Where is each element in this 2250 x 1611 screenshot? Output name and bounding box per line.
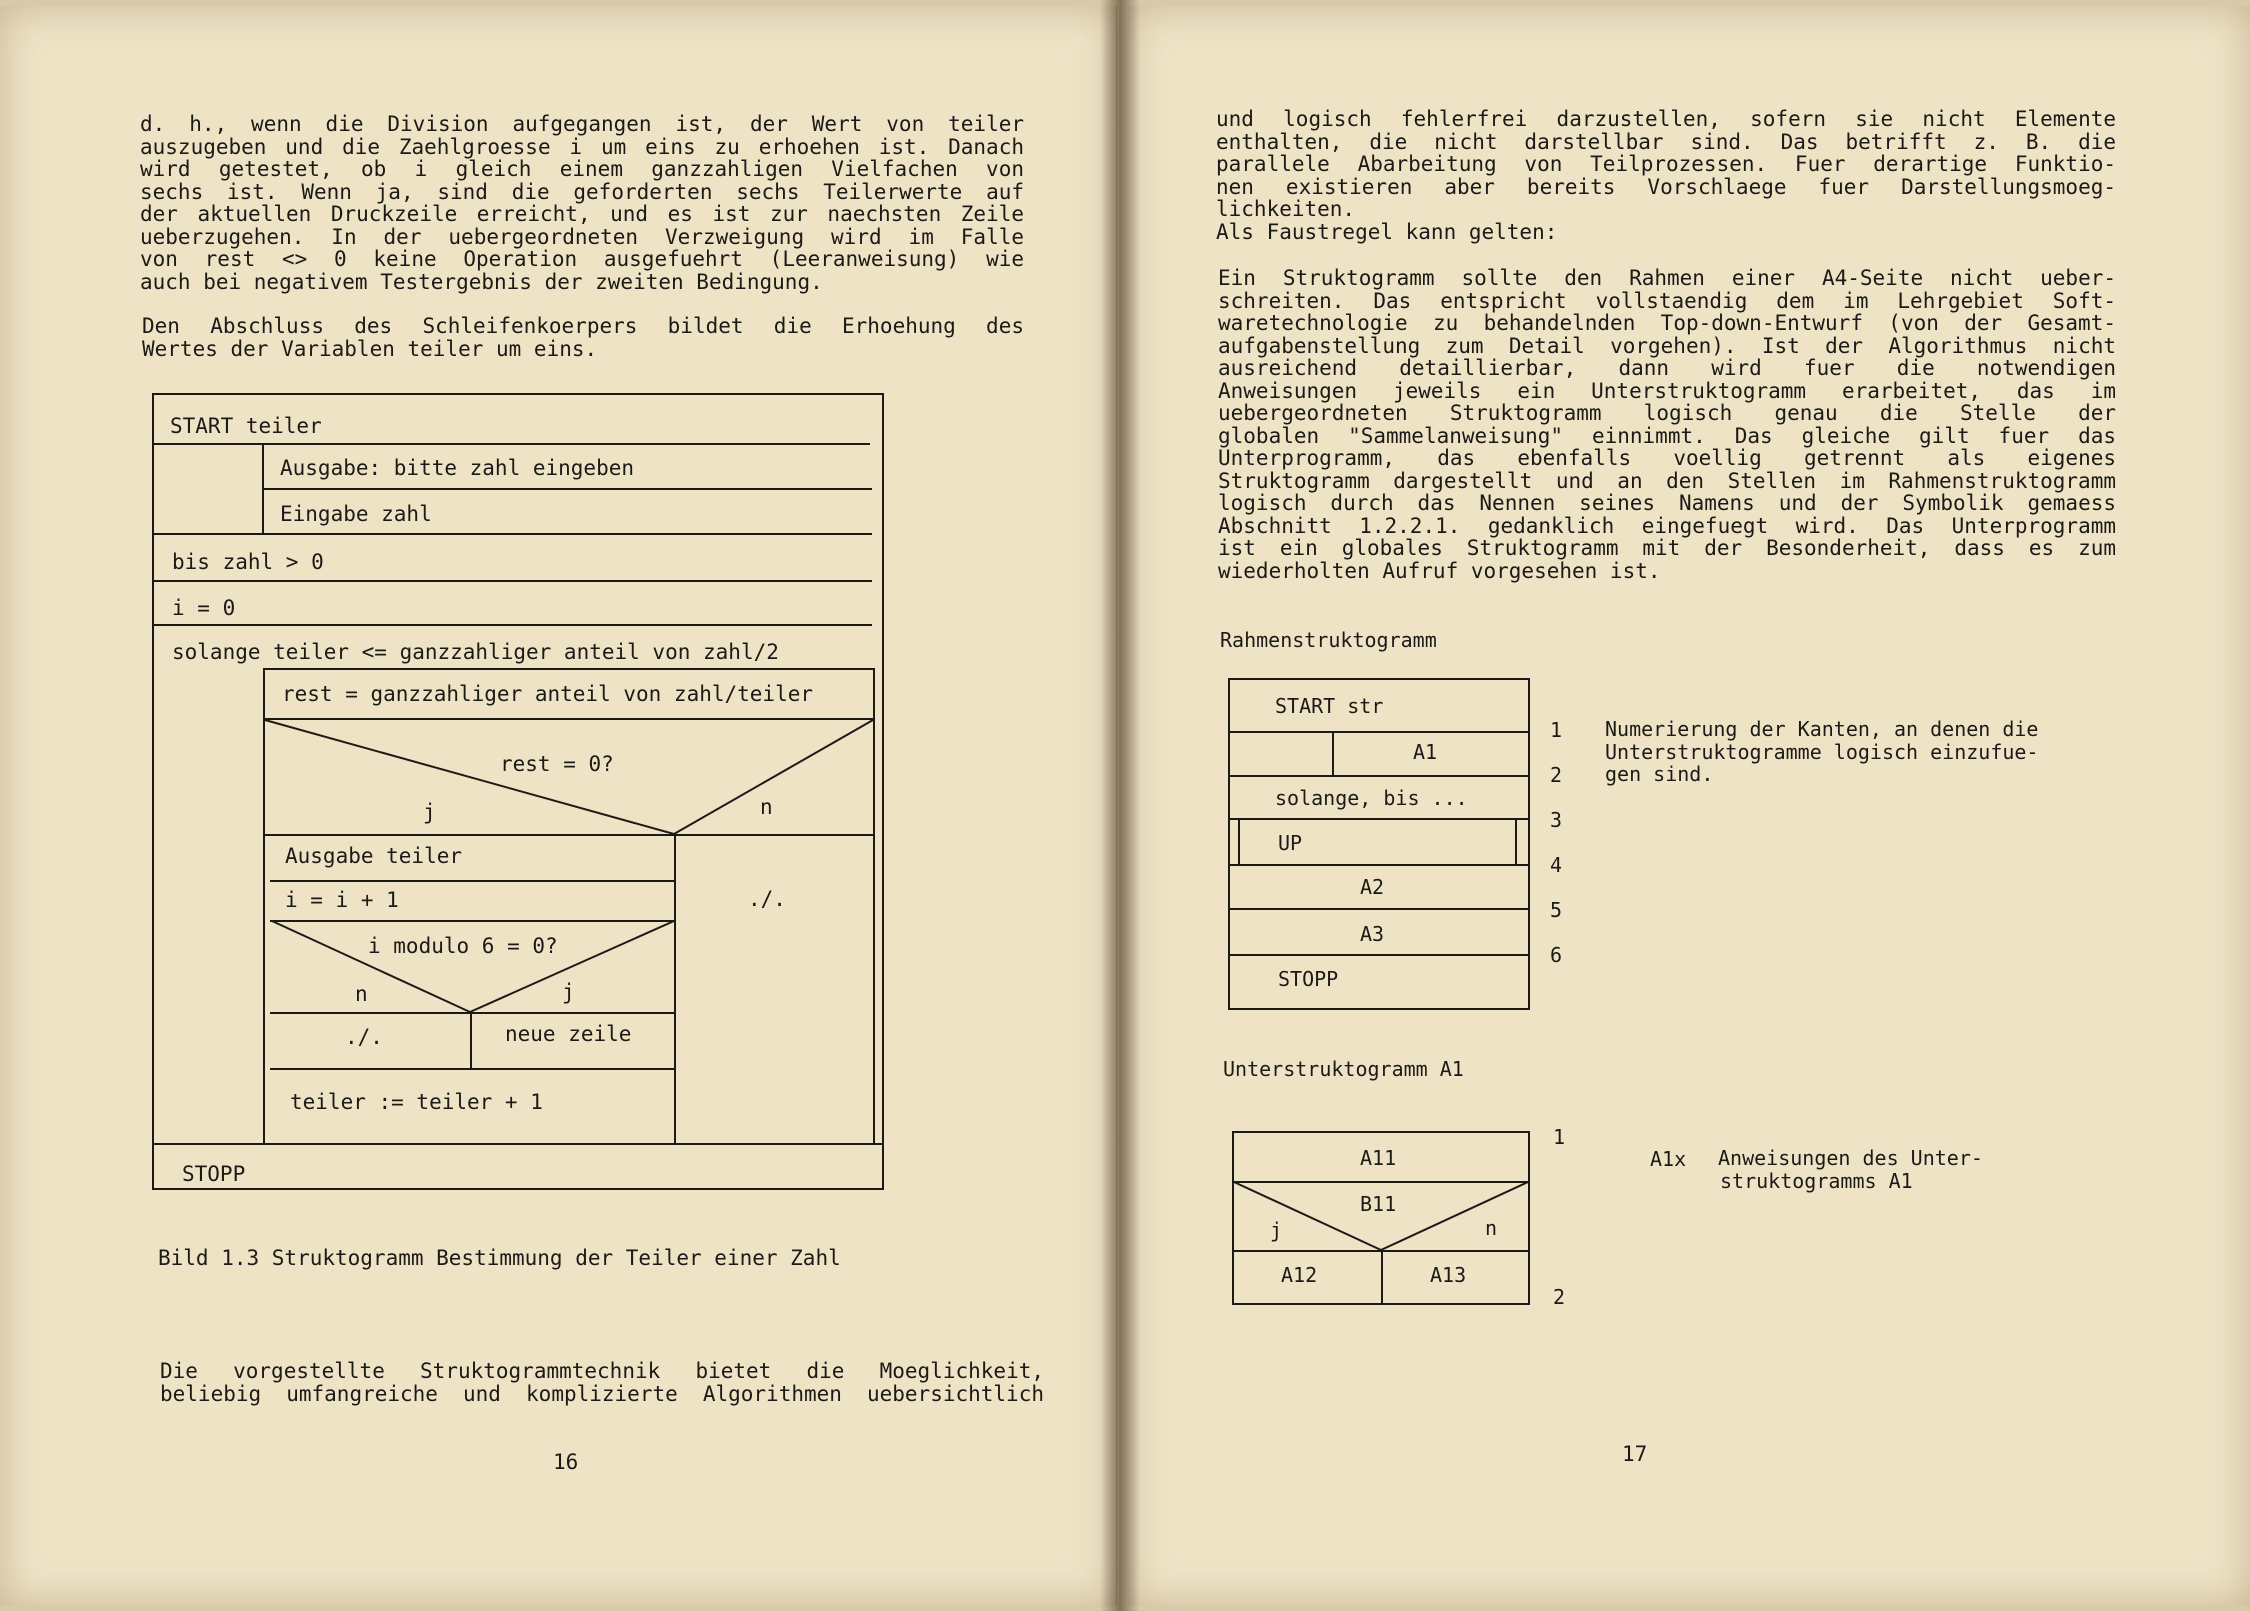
a13-block: A13 xyxy=(1430,1263,1467,1287)
text-line: wird getestet, ob i gleich einem ganzzahligen Vielfachen von xyxy=(140,157,1024,181)
edge-number: 5 xyxy=(1550,898,1563,922)
condition-modulo: i modulo 6 = 0? xyxy=(368,934,558,958)
i-init-block: i = 0 xyxy=(172,596,236,620)
edge-number: 2 xyxy=(1553,1285,1566,1309)
solange-loop: solange, bis ... xyxy=(1275,786,1468,810)
text-line: ueberzugehen. In der uebergeordneten Verzweigung wird im Falle xyxy=(140,224,1024,249)
text-line: Unterprogramm, das ebenfalls voellig getrennt als eigenes xyxy=(1218,446,2116,470)
text-line: schreiten. Das entspricht vollstaendig dem im Lehrgebiet Soft- xyxy=(1218,288,2116,313)
text-line: Ein Struktogramm sollte den Rahmen einer A4-Seite nicht ueber- xyxy=(1218,266,2116,290)
teiler-increment-block: teiler := teiler + 1 xyxy=(290,1090,543,1114)
text-line: Unterstruktogramme logisch einzufue- xyxy=(1605,739,2039,764)
rahmen-title: Rahmenstruktogramm xyxy=(1220,628,1437,652)
start-block: START str xyxy=(1275,694,1384,718)
a1-block: A1 xyxy=(1413,740,1438,764)
branch-yes-label: j xyxy=(1270,1218,1283,1242)
text-line: gen sind. xyxy=(1605,762,1714,786)
a3-block: A3 xyxy=(1360,922,1385,946)
bis-condition: bis zahl > 0 xyxy=(172,550,324,574)
text-line: ausreichend detaillierbar, dann wird fuer die notwendigen xyxy=(1218,356,2116,380)
start-block: START teiler xyxy=(170,414,322,438)
text-line: struktogramms A1 xyxy=(1720,1168,1913,1193)
empty-operation-2: ./. xyxy=(345,1025,383,1049)
note-text xyxy=(1718,1147,1983,1192)
up-block: UP xyxy=(1278,831,1303,855)
text-line: d. h., wenn die Division aufgegangen ist, der Wert von teiler xyxy=(140,112,1024,136)
text-line: logisch durch das Nennen seines Namens und der Symbolik gemaess xyxy=(1218,491,2116,515)
rest-block: rest = ganzzahliger anteil von zahl/teiler xyxy=(282,682,814,706)
branch-no-label: n xyxy=(760,795,773,819)
text-line: Anweisungen des Unter- xyxy=(1718,1146,1983,1170)
text-line: enthalten, die nicht darstellbar sind. Das betrifft z. B. die xyxy=(1216,129,2116,154)
text-line: Den Abschluss des Schleifenkoerpers bildet die Erhoehung des xyxy=(142,314,1024,338)
text-line: ist ein globales Struktogramm mit der Besonderheit, dass es zum xyxy=(1218,536,2116,560)
text-line: parallele Abarbeitung von Teilprozessen. Fuer derartige Funktio- xyxy=(1216,152,2116,176)
text-line: nen existieren aber bereits Vorschlaege fuer Darstellungsmoeg- xyxy=(1216,174,2116,199)
ausgabe-teiler-block: Ausgabe teiler xyxy=(285,844,463,868)
increment-block: i = i + 1 xyxy=(285,888,399,912)
text-line: von rest <> 0 keine Operation ausgefuehrt (Leeranweisung) wie xyxy=(140,247,1024,271)
figure-caption: Bild 1.3 Struktogramm Bestimmung der Teiler einer Zahl xyxy=(158,1246,841,1270)
text-line: sechs ist. Wenn ja, sind die geforderten sechs Teilerwerte auf xyxy=(140,179,1024,204)
solange-loop: solange teiler <= ganzzahliger anteil von zahl/2 xyxy=(172,640,779,664)
text-line: Wertes der Variablen teiler um eins. xyxy=(142,336,598,361)
branch-no-label-2: n xyxy=(355,982,368,1006)
text-line: Als Faustregel kann gelten: xyxy=(1216,219,1558,244)
page-number-right: 17 xyxy=(1622,1442,1648,1466)
empty-operation-right: ./. xyxy=(748,887,786,911)
stopp-block: STOPP xyxy=(1278,967,1339,991)
text-line: Numerierung der Kanten, an denen die xyxy=(1605,717,2039,741)
text-line: Abschnitt 1.2.2.1. gedanklich eingefuegt wird. Das Unterprogramm xyxy=(1218,513,2116,538)
text-line: waretechnologie zu behandelnden Top-down-Entwurf (von der Gesamt- xyxy=(1218,311,2116,335)
text-line: lichkeiten. xyxy=(1216,197,1356,221)
text-line: Die vorgestellte Struktogrammtechnik bietet die Moeglichkeit, xyxy=(160,1359,1044,1383)
a12-block: A12 xyxy=(1281,1263,1318,1287)
edge-number: 6 xyxy=(1550,943,1563,967)
a11-block: A11 xyxy=(1360,1146,1397,1170)
neue-zeile-block: neue zeile xyxy=(505,1022,632,1046)
text-line: der aktuellen Druckzeile erreicht, und es ist zur naechsten Zeile xyxy=(140,202,1024,226)
branch-yes-label-2: j xyxy=(562,980,575,1004)
a2-block: A2 xyxy=(1360,875,1385,899)
edge-number: 1 xyxy=(1553,1125,1566,1149)
text-line: auszugeben und die Zaehlgroesse i um eins zu erhoehen ist. Danach xyxy=(140,134,1024,159)
branch-no-label: n xyxy=(1485,1216,1498,1240)
page-number-left: 16 xyxy=(553,1450,579,1474)
ausgabe-block: Ausgabe: bitte zahl eingeben xyxy=(280,456,635,480)
edge-number: 2 xyxy=(1550,763,1563,787)
condition-rest: rest = 0? xyxy=(500,752,614,776)
text-line: globalen "Sammelanweisung" einnimmt. Das gleiche gilt fuer das xyxy=(1218,423,2116,448)
unter-title: Unterstruktogramm A1 xyxy=(1223,1057,1464,1081)
edge-number: 3 xyxy=(1550,808,1563,832)
text-line: beliebig umfangreiche und komplizierte Algorithmen uebersichtlich xyxy=(160,1381,1044,1406)
note-label: A1x xyxy=(1650,1147,1687,1171)
text-line: und logisch fehlerfrei darzustellen, sofern sie nicht Elemente xyxy=(1216,107,2116,131)
branch-yes-label: j xyxy=(423,800,436,824)
b11-condition: B11 xyxy=(1360,1192,1397,1216)
text-line: aufgabenstellung zum Detail vorgehen). Ist der Algorithmus nicht xyxy=(1218,333,2116,358)
text-line: auch bei negativem Testergebnis der zweiten Bedingung. xyxy=(140,269,823,294)
edge-number: 1 xyxy=(1550,718,1563,742)
text-line: Struktogramm dargestellt und an den Stellen im Rahmenstruktogramm xyxy=(1218,468,2116,493)
stopp-block: STOPP xyxy=(182,1162,246,1186)
text-line: uebergeordneten Struktogramm logisch genau die Stelle der xyxy=(1218,401,2116,425)
text-line: Anweisungen jeweils ein Unterstruktogramm erarbeitet, das im xyxy=(1218,378,2116,403)
edge-number: 4 xyxy=(1550,853,1563,877)
eingabe-block: Eingabe zahl xyxy=(280,502,432,526)
text-line: wiederholten Aufruf vorgesehen ist. xyxy=(1218,558,1661,583)
